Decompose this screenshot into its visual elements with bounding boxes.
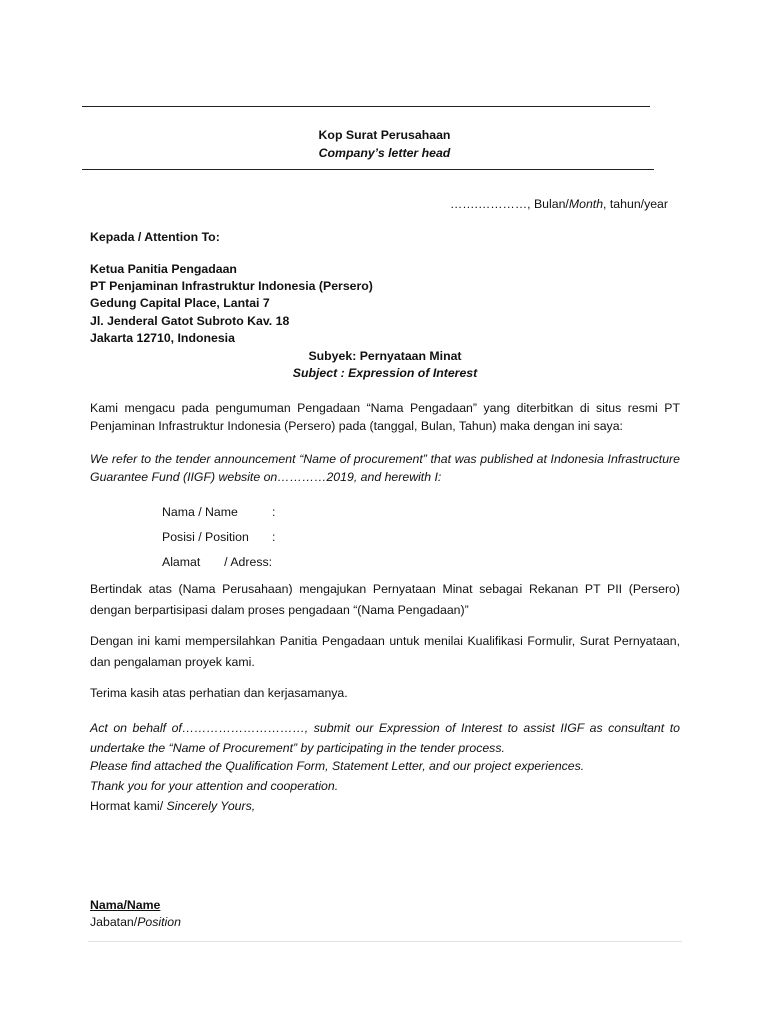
recipient-line: Ketua Panitia Pengadaan — [90, 262, 237, 276]
date-line — [450, 196, 668, 213]
recipient-address — [90, 261, 373, 347]
field-position-colon: : — [272, 530, 276, 544]
letterhead-bottom-rule — [82, 169, 654, 170]
paragraph-id-reference: Kami mengacu pada pengumuman Pengadaan “Nama Pengadaan” yang diterbitkan di situs resmi PT Penjaminan Infrastruktur Indonesia (Persero) pada (tanggal, Bulan, Tahun) maka dengan ini saya: — [90, 401, 680, 433]
closing — [90, 798, 255, 815]
subject-id: Subyek: Pernyataan Minat — [308, 349, 462, 363]
date-rest: , tahun/year — [603, 197, 668, 211]
paragraph-en-acting: Act on behalf of…………………………, submit our Expression of Interest to assist IIGF as consultant to undertake the “Name of Procurement” by participating in the tender process. — [90, 721, 680, 755]
recipient-line: Gedung Capital Place, Lantai 7 — [90, 296, 270, 311]
paragraph-id-invite: Dengan ini kami mempersilahkan Panitia Pengadaan untuk menilai Kualifikasi Formulir, Surat Pernyataan, dan pengalaman proyek kami. — [90, 634, 680, 669]
signature-position-id: Jabatan/ — [90, 915, 138, 929]
signature-position-en: Position — [137, 915, 181, 929]
letterhead-subtitle: Company’s letter head — [318, 146, 451, 160]
date-dots: …….…………, — [449, 197, 534, 211]
recipient-line: Jl. Jenderal Gatot Subroto Kav. 18 — [90, 313, 290, 328]
recipient-line: PT Penjaminan Infrastruktur Indonesia (Persero) — [90, 279, 373, 294]
closing-id: Hormat kami/ — [90, 799, 164, 813]
signature-name: Nama/Name — [90, 898, 161, 912]
paragraph-id-thanks: Terima kasih atas perhatian dan kerjasamanya. — [90, 686, 348, 700]
date-bulan: Bulan/ — [533, 197, 569, 211]
paragraph-en-attached: Please find attached the Qualification Form, Statement Letter, and our project experiences. — [90, 759, 585, 773]
letterhead-top-rule — [82, 106, 650, 107]
subject-en: Subject : Expression of Interest — [292, 366, 478, 380]
field-name-label: Nama / Name — [162, 505, 238, 519]
closing-en: Sincerely Yours, — [163, 799, 256, 813]
recipient-line: Jakarta 12710, Indonesia — [90, 330, 235, 345]
footer-rule — [88, 941, 682, 942]
attention-label: Kepada / Attention To: — [90, 230, 220, 244]
signature-position — [90, 914, 181, 931]
field-position-label: Posisi / Position — [162, 530, 249, 544]
field-name-colon: : — [272, 505, 276, 519]
paragraph-en-reference: We refer to the tender announcement “Name of procurement” that was published at Indonesia Infrastructure Guarantee Fund (IIGF) website on…………2019, and herewith I: — [90, 452, 680, 484]
paragraph-id-acting: Bertindak atas (Nama Perusahaan) mengajukan Pernyataan Minat sebagai Rekanan PT PII (Persero) dengan berpartisipasi dalam proses pengadaan “(Nama Pengadaan)” — [90, 582, 680, 617]
field-address-label: Alamat / Adress: — [162, 555, 273, 569]
paragraph-en-thanks: Thank you for your attention and cooperation. — [90, 779, 339, 793]
letterhead-title: Kop Surat Perusahaan — [318, 128, 451, 142]
date-month: Month — [568, 197, 604, 211]
